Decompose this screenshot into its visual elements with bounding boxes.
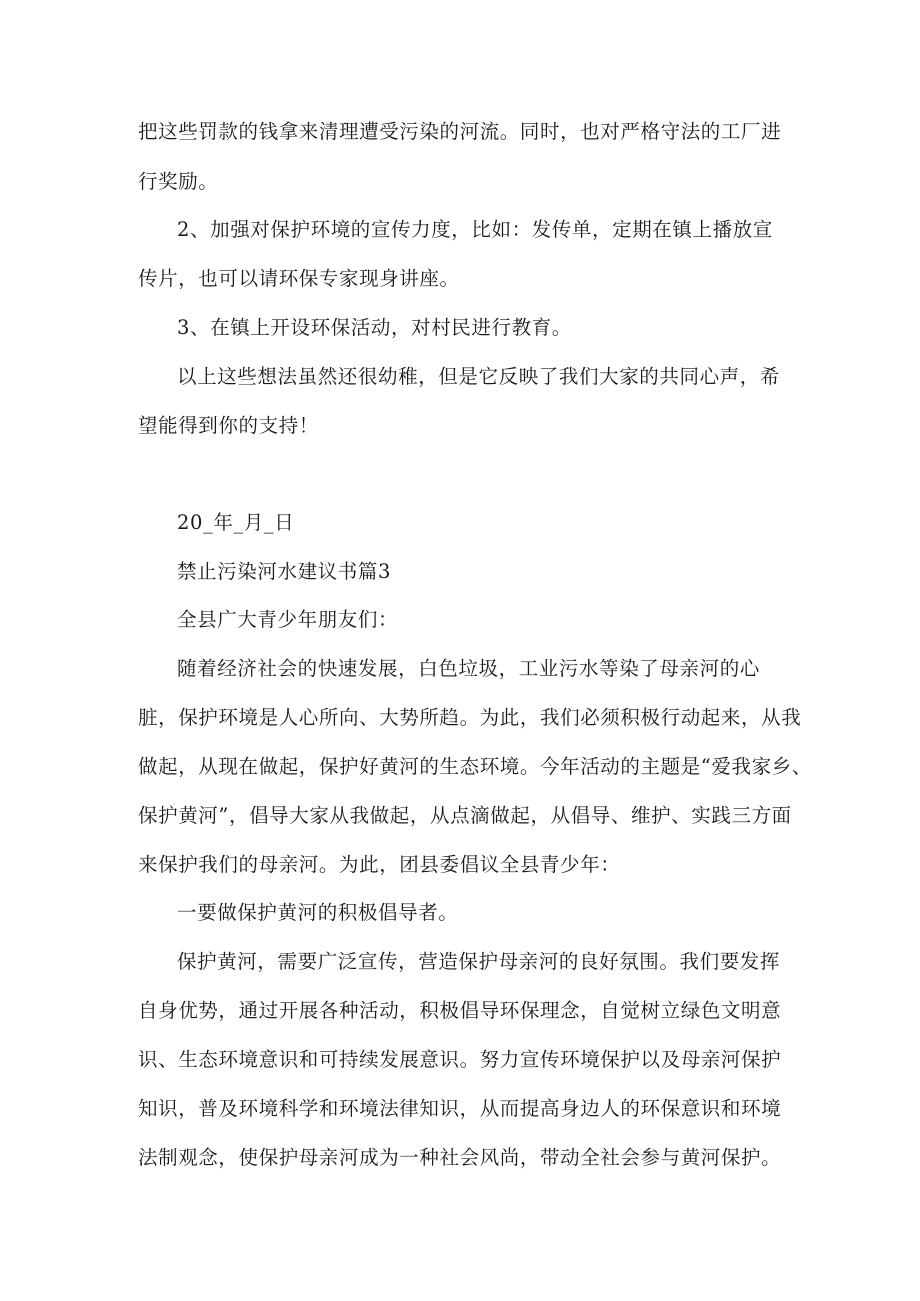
section-title: 禁止污染河水建议书篇3 [177, 560, 392, 583]
paragraph-line: 做起，从现在做起，保护好黄河的生态环境。今年活动的主题是“爱我家乡、 [138, 755, 812, 778]
paragraph-line: 来保护我们的母亲河。为此，团县委倡议全县青少年： [138, 853, 621, 876]
paragraph-line: 脏，保护环境是人心所向、大势所趋。为此，我们必须积极行动起来，从我 [138, 706, 802, 729]
paragraph-line: 识、生态环境意识和可持续发展意识。努力宣传环境保护以及母亲河保护 [138, 1048, 782, 1071]
list-item-line: 传片，也可以请环保专家现身讲座。 [138, 267, 460, 290]
paragraph-line: 以上这些想法虽然还很幼稚，但是它反映了我们大家的共同心声，希 [177, 365, 781, 388]
paragraph-line: 自身优势，通过开展各种活动，积极倡导环保理念，自觉树立绿色文明意 [138, 999, 782, 1022]
paragraph-line: 随着经济社会的快速发展，白色垃圾，工业污水等染了母亲河的心 [177, 657, 760, 680]
list-item-line: 3、在镇上开设环保活动，对村民进行教育。 [177, 316, 572, 339]
paragraph-line: 望能得到你的支持！ [138, 414, 319, 437]
paragraph-line: 保护黄河，需要广泛宣传，营造保护母亲河的良好氛围。我们要发挥 [177, 950, 781, 973]
paragraph-line: 保护黄河”，倡导大家从我做起，从点滴做起，从倡导、维护、实践三方面 [138, 804, 792, 827]
subheading: 一要做保护黄河的积极倡导者。 [177, 901, 459, 924]
paragraph-line: 知识，普及环境科学和环境法律知识，从而提高身边人的环保意识和环境 [138, 1097, 782, 1120]
date-line: 20_年_月_日 [177, 511, 295, 534]
paragraph-line: 法制观念，使保护母亲河成为一种社会风尚，带动全社会参与黄河保护。 [138, 1146, 782, 1169]
paragraph-line: 行奖励。 [138, 170, 219, 193]
salutation: 全县广大青少年朋友们： [177, 608, 399, 631]
paragraph-line: 把这些罚款的钱拿来清理遭受污染的河流。同时，也对严格守法的工厂进 [138, 120, 782, 143]
list-item-line: 2、加强对保护环境的宣传力度，比如：发传单，定期在镇上播放宣 [177, 218, 773, 241]
